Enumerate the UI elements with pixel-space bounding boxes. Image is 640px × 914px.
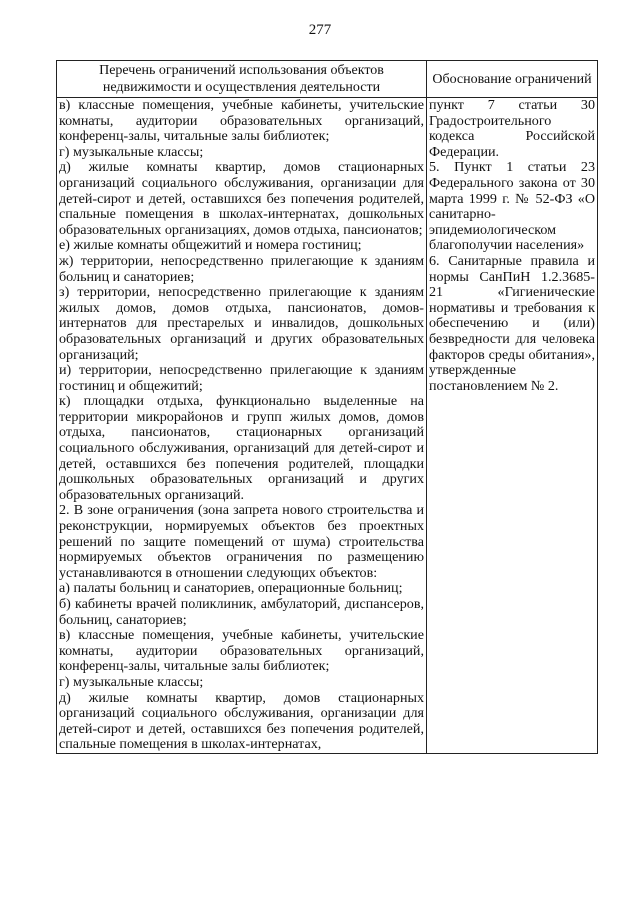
page-number: 277: [308, 22, 332, 38]
list-item: 2. В зоне ограничения (зона запрета нового строительства и реконструкции, нормируемых объектов без проектных решений по защите помещений от шума) строительства нормируемых объектов ограничения по размещению устанавливаются в отношении следующих объектов:: [59, 502, 424, 581]
justification-item: 6. Санитарные правила и нормы СанПиН 1.2.3685-21 «Гигиенические нормативы и требования к обеспечению и (или) безвредности для человека факторов среды обитания», утвержденные постановлением № 2.: [429, 252, 595, 394]
table-row: [57, 98, 598, 754]
restrictions-table: [56, 60, 598, 754]
list-item: ж) территории, непосредственно прилегающие к зданиям больниц и санаториев;: [59, 252, 424, 285]
list-item: в) классные помещения, учебные кабинеты, учительские комнаты, аудитории образовательных организаций, конференц-залы, читальные залы библиотек;: [59, 627, 424, 675]
list-item: и) территории, непосредственно прилегающие к зданиям гостиниц и общежитий;: [59, 362, 424, 394]
header-justification: Обоснование ограничений: [427, 61, 598, 98]
list-item: г) музыкальные классы;: [59, 143, 204, 160]
justification-item: 5. Пункт 1 статьи 23 Федерального закона от 30 марта 1999 г. № 52-ФЗ «О санитарно-эпидемиологическом благополучии населения»: [429, 159, 595, 254]
list-item: г) музыкальные классы;: [59, 673, 204, 690]
list-item: д) жилые комнаты квартир, домов стационарных организаций социального обслуживания, организации для детей-сирот и детей, оставшихся без попечения родителей, спальные помещения в школах-интернатах, дошкольных образовательных организациях, домов отдыха, пансионатов;: [59, 159, 424, 238]
list-item: в) классные помещения, учебные кабинеты, учительские комнаты, аудитории образовательных организаций, конференц-залы, читальные залы библиотек;: [59, 97, 424, 145]
justification-item: пункт 7 статьи 30 Градостроительного кодекса Российской Федерации.: [429, 97, 595, 160]
list-item: е) жилые комнаты общежитий и номера гостиниц;: [59, 237, 362, 254]
list-item: к) площадки отдыха, функционально выделенные на территории микрорайонов и групп жилых домов, домов отдыха, пансионатов, стационарных организаций социального обслуживания, организаций для детей-сирот и детей, оставшихся без попечения родителей, площадки дошкольных образовательных организаций и других образовательных организаций.: [59, 393, 424, 503]
list-item: з) территории, непосредственно прилегающие к зданиям жилых домов, домов отдыха, пансионатов, домов-интернатов для престарелых и инвалидов, дошкольных образовательных организаций и других образовательных организаций;: [59, 284, 424, 363]
list-item: б) кабинеты врачей поликлиник, амбулаторий, диспансеров, больниц, санаториев;: [59, 596, 424, 628]
list-item: д) жилые комнаты квартир, домов стационарных организаций социального обслуживания, организации для детей-сирот и детей, оставшихся без попечения родителей, спальные помещения в школах-интернатах,: [59, 689, 424, 753]
list-item: а) палаты больниц и санаториев, операционные больниц;: [59, 580, 403, 597]
restrictions-cell: [57, 98, 427, 754]
header-restrictions-list: Перечень ограничений использования объектов недвижимости и осуществления деятельности: [57, 61, 427, 98]
table-header-row: [57, 61, 598, 98]
justification-cell: [427, 98, 598, 754]
